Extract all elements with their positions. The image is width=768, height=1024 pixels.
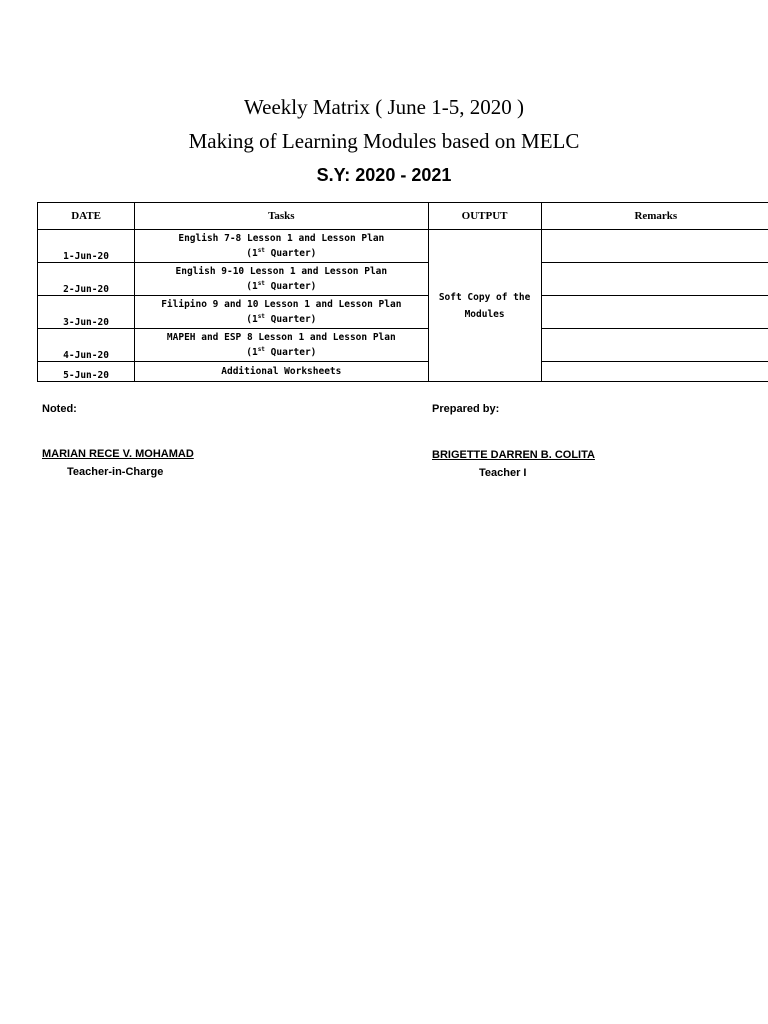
date-cell: 4-Jun-20 xyxy=(38,329,135,362)
prepared-title: Teacher I xyxy=(479,467,527,479)
date-cell: 5-Jun-20 xyxy=(38,362,135,382)
date-cell: 1-Jun-20 xyxy=(38,230,135,263)
task-quarter: (1st Quarter) xyxy=(246,279,317,292)
table-row xyxy=(38,230,768,263)
task-cell xyxy=(135,329,428,362)
noted-name: MARIAN RECE V. MOHAMAD xyxy=(42,448,194,460)
noted-label: Noted: xyxy=(42,403,77,415)
column-header-tasks: Tasks xyxy=(135,203,428,230)
task-cell xyxy=(135,362,428,382)
noted-title: Teacher-in-Charge xyxy=(67,466,164,478)
prepared-label: Prepared by: xyxy=(432,403,500,415)
remarks-cell xyxy=(541,230,768,263)
task-text: Additional Worksheets xyxy=(221,366,342,377)
task-text: English 7-8 Lesson 1 and Lesson Plan xyxy=(178,233,385,244)
column-header-date: DATE xyxy=(38,203,135,230)
task-quarter: (1st Quarter) xyxy=(246,312,317,325)
task-text: MAPEH and ESP 8 Lesson 1 and Lesson Plan xyxy=(166,332,396,343)
task-cell xyxy=(135,230,428,263)
task-quarter: (1st Quarter) xyxy=(246,246,317,259)
column-header-output: OUTPUT xyxy=(428,203,541,230)
task-quarter: (1st Quarter) xyxy=(246,345,317,358)
task-text: Filipino 9 and 10 Lesson 1 and Lesson Plan xyxy=(161,299,402,310)
table-row xyxy=(38,362,768,382)
table-row xyxy=(38,296,768,329)
prepared-name: BRIGETTE DARREN B. COLITA xyxy=(432,449,595,461)
remarks-cell xyxy=(541,362,768,382)
document-title: Weekly Matrix ( June 1-5, 2020 ) xyxy=(244,95,524,119)
document-subtitle: Making of Learning Modules based on MELC xyxy=(188,129,580,153)
remarks-cell xyxy=(541,329,768,362)
task-cell xyxy=(135,263,428,296)
table-row xyxy=(38,329,768,362)
task-cell xyxy=(135,296,428,329)
task-text: English 9-10 Lesson 1 and Lesson Plan xyxy=(175,266,388,277)
weekly-matrix-table xyxy=(37,202,768,382)
date-cell: 3-Jun-20 xyxy=(38,296,135,329)
date-cell: 2-Jun-20 xyxy=(38,263,135,296)
school-year: S.Y: 2020 - 2021 xyxy=(316,165,452,185)
table-header-row xyxy=(38,203,768,230)
table-row xyxy=(38,263,768,296)
column-header-remarks: Remarks xyxy=(541,203,768,230)
remarks-cell xyxy=(541,263,768,296)
output-cell: Soft Copy of the Modules xyxy=(428,230,541,382)
remarks-cell xyxy=(541,296,768,329)
